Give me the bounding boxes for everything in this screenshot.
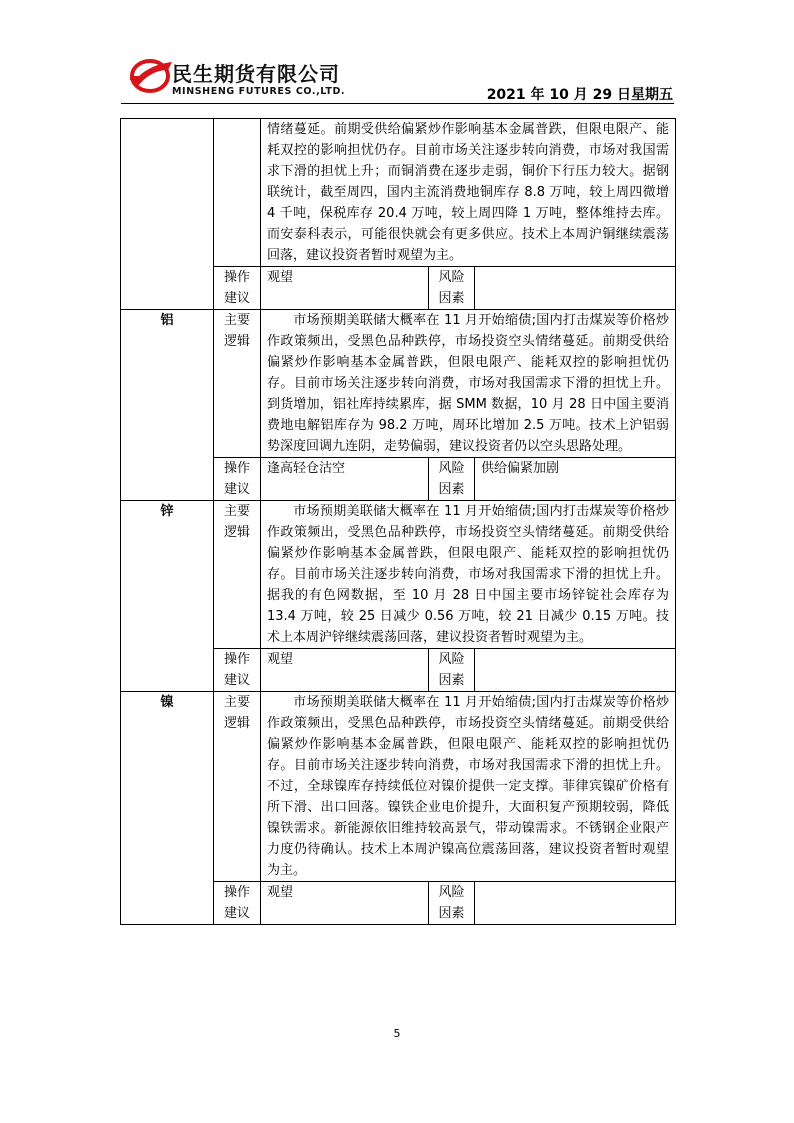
risk-value [475,649,676,692]
copper-logic-row [121,119,676,267]
metal-name-zinc: 锌 [121,501,214,692]
copper-logic-text: 情绪蔓延。前期受供给偏紧炒作影响基本金属普跌，但限电限产、能耗双控的影响担忧仍存。目前市场关注逐步转向消费，市场对我国需求下滑的担忧上升；而铜消费在逐步走弱，铜价下行压力较大。据钢联统计，截至周四，国内主流消费地铜库存 8.8 万吨，较上周四微增 4 千吨，保税库存 20.4 万吨，较上周四降 1 万吨，整体维持去库。而安泰科表示，可能很快就会有更多供应。技术上本周沪铜继续震荡回落，建议投资者暂时观望为主。 [261,119,676,267]
risk-value [475,267,676,310]
nickel-logic-row [121,692,676,882]
risk-value: 供给偏紧加剧 [475,458,676,501]
company-name-en: MINSHENG FUTURES CO.,LTD. [172,86,346,97]
zinc-logic-row [121,501,676,649]
metal-name-aluminum: 铝 [121,310,214,501]
operation-label: 操作建议 [214,649,261,692]
logic-text-content: 市场预期美联储大概率在 11 月开始缩债;国内打击煤炭等价格炒作政策频出，受黑色品种跌停，市场投资空头情绪蔓延。前期受供给偏紧炒作影响基本金属普跌，但限电限产、能耗双控的影响担忧仍存。目前市场关注逐步转向消费，市场对我国需求下滑的担忧上升。到货增加，铝社库持续累库，据 SMM 数据，10 月 28 日中国主要消费地电解铝库存为 98.2 万吨，周环比增加 2.5 万吨。技术上沪铝弱势深度回调九连阴，走势偏弱，建议投资者仍以空头思路处理。 [267,313,669,454]
logic-label: 主要逻辑 [214,692,261,882]
risk-label: 风险因素 [429,458,475,501]
operation-value: 观望 [261,649,429,692]
operation-label: 操作建议 [214,267,261,310]
logic-label: 主要逻辑 [214,310,261,458]
company-name-cn: 民生期货有限公司 [172,62,340,86]
report-date: 2021 年 10 月 29 日星期五 [486,87,673,103]
copper-logic-label-cell [214,119,261,267]
logic-label: 主要逻辑 [214,501,261,649]
operation-value: 观望 [261,882,429,925]
operation-value: 观望 [261,267,429,310]
page-header [0,0,794,115]
minsheng-logo-icon [128,56,174,94]
operation-label: 操作建议 [214,458,261,501]
logic-text [261,692,676,882]
risk-label: 风险因素 [429,882,475,925]
logic-text-content: 市场预期美联储大概率在 11 月开始缩债;国内打击煤炭等价格炒作政策频出，受黑色品种跌停，市场投资空头情绪蔓延。前期受供给偏紧炒作影响基本金属普跌，但限电限产、能耗双控的影响担忧仍存。目前市场关注逐步转向消费，市场对我国需求下滑的担忧上升。据我的有色网数据，至 10 月 28 日中国主要市场锌锭社会库存为 13.4 万吨，较 25 日减少 0.56 万吨，较 21 日减少 0.15 万吨。技术上本周沪锌继续震荡回落，建议投资者暂时观望为主。 [267,504,669,645]
metal-name-nickel: 镍 [121,692,214,925]
risk-value [475,882,676,925]
aluminum-logic-row [121,310,676,458]
risk-label: 风险因素 [429,267,475,310]
logic-text [261,310,676,458]
page-number: 5 [393,1027,401,1040]
risk-label: 风险因素 [429,649,475,692]
operation-value: 逢高轻仓沽空 [261,458,429,501]
header-divider [121,103,674,104]
operation-label: 操作建议 [214,882,261,925]
metals-analysis-table [120,118,676,925]
logic-text-content: 市场预期美联储大概率在 11 月开始缩债;国内打击煤炭等价格炒作政策频出，受黑色品种跌停，市场投资空头情绪蔓延。前期受供给偏紧炒作影响基本金属普跌，但限电限产、能耗双控的影响担忧仍存。目前市场关注逐步转向消费，市场对我国需求下滑的担忧上升。不过，全球镍库存持续低位对镍价提供一定支撑。菲律宾镍矿价格有所下滑、出口回落。镍铁企业电价提升，大面积复产预期较弱，降低镍铁需求。新能源依旧维持较高景气，带动镍需求。不锈钢企业限产力度仍待确认。技术上本周沪镍高位震荡回落，建议投资者暂时观望为主。 [267,695,669,878]
logic-text [261,501,676,649]
copper-metal-cell [121,119,214,310]
